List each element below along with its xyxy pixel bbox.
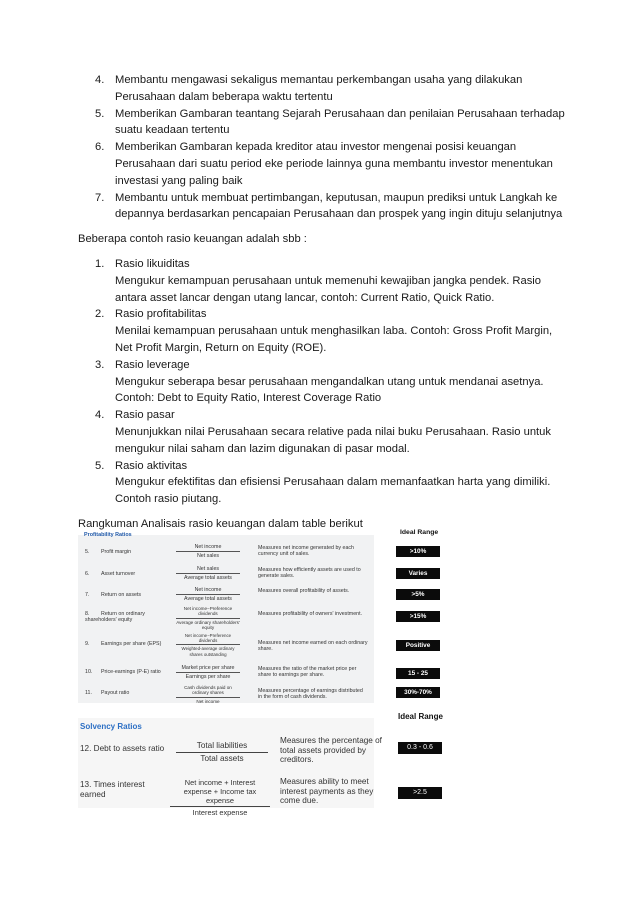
list-number: 3. [95, 358, 105, 371]
table-row [78, 774, 448, 817]
formula [170, 778, 270, 817]
ideal-range-badge: >15% [396, 611, 440, 622]
ratio-title: Rasio leverage [115, 358, 190, 371]
formula-denominator: Average total assets [184, 575, 232, 582]
list-text: Membantu untuk membuat pertimbangan, keputusan, maupun prediksi untuk Langkah ke depannya berdasarkan pencapaian Perusahaan dan prospek yang ingin dituju selanjutnya [115, 191, 563, 221]
ratio-description: Measures the ratio of the market price per share to earnings per share. [258, 666, 357, 679]
ideal-range-badge: 0.3 - 0.6 [398, 742, 442, 754]
list-number: 4. [95, 409, 105, 422]
ratio-description: Measures ability to meet interest payments as they come due. [280, 777, 374, 806]
table-row [78, 633, 448, 657]
formula-denominator: Total assets [200, 753, 244, 763]
ratio-name: 7. Return on assets [85, 592, 142, 598]
list-number: 6. [95, 141, 105, 154]
ratio-name: 11. Payout ratio [85, 690, 130, 696]
ratio-name: 13. Times interest earned [80, 780, 145, 799]
formula [176, 566, 240, 582]
formula [176, 685, 240, 704]
ratio-title: Rasio pasar [115, 409, 175, 422]
ratio-description: Measures profitability of owners' investment. [258, 611, 363, 617]
ideal-range-header: Ideal Range [398, 712, 443, 721]
ideal-range-header: Ideal Range [400, 529, 439, 536]
table-row [78, 665, 448, 683]
ratio-title: Rasio likuiditas [115, 257, 190, 270]
ratio-name: 8. Return on ordinary shareholders' equity [85, 611, 145, 624]
solvency-table [78, 710, 448, 817]
list-number: 1. [95, 257, 105, 270]
list-item [78, 106, 568, 140]
ratio-name: 9. Earnings per share (EPS) [85, 641, 162, 647]
ratio-description: Measures overall profitability of assets. [258, 588, 350, 594]
formula-numerator: Cash dividends paid on ordinary shares [176, 685, 240, 698]
purpose-list [78, 72, 568, 223]
ratios-intro: Beberapa contoh rasio keuangan adalah sbb : [78, 233, 307, 246]
ratio-summary-table-image [78, 528, 448, 817]
ideal-range-badge: >10% [396, 546, 440, 557]
formula [176, 741, 268, 763]
formula [176, 606, 240, 631]
ratio-description: Measures net income earned on each ordinary share. [258, 640, 368, 653]
formula-numerator: Net income [176, 587, 240, 595]
ratio-text: Mengukur seberapa besar perusahaan mengandalkan utang untuk mendanai asetnya. Contoh: Debt to Equity Ratio, Interest Coverage Ratio [115, 375, 544, 405]
formula-numerator: Net income [176, 544, 240, 552]
formula [176, 665, 240, 681]
list-number: 4. [95, 74, 105, 86]
list-item [78, 407, 568, 457]
profitability-table [78, 528, 448, 708]
ratio-name: 10. Price-earnings (P-E) ratio [85, 669, 161, 675]
list-item [78, 357, 568, 407]
formula-denominator: Average total assets [184, 596, 232, 603]
formula-denominator: Net sales [196, 553, 220, 560]
ideal-range-badge: >2.5 [398, 787, 442, 799]
table-row [78, 738, 448, 774]
profitability-title: Profitability Ratios [84, 532, 132, 538]
ratio-name: 12. Debt to assets ratio [80, 744, 165, 753]
ideal-range-badge: Positive [396, 640, 440, 651]
formula-denominator: Weighted-average ordinary shares outstanding [181, 646, 235, 657]
list-item [78, 190, 568, 224]
ratio-title: Rasio profitabilitas [115, 308, 207, 321]
ratio-description: Measures percentage of earnings distributed in the form of cash dividends. [258, 688, 363, 701]
formula [176, 633, 240, 657]
ratio-description: Measures the percentage of total assets provided by creditors. [280, 736, 382, 765]
ideal-range-badge: >5% [396, 589, 440, 600]
formula-denominator: Average ordinary shareholders' equity [176, 619, 240, 631]
solvency-title: Solvency Ratios [80, 722, 142, 731]
ideal-range-badge: 15 - 25 [396, 668, 440, 679]
ideal-range-badge: Varies [396, 568, 440, 579]
list-item [78, 306, 568, 356]
list-item [78, 139, 568, 189]
ratio-text: Menunjukkan nilai Perusahaan secara relative pada nilai buku Perusahaan. Rasio untuk mengukur nilai saham dan lazim digunakan di pasar modal. [115, 425, 551, 455]
ratio-description: Measures net income generated by each currency unit of sales. [258, 545, 354, 558]
ratio-description: Measures how efficiently assets are used to generate sales. [258, 567, 361, 580]
ratio-types-list [78, 256, 568, 508]
table-row [78, 566, 448, 584]
formula-denominator: Earnings per share [185, 674, 231, 681]
formula-numerator: Net income−Preference dividends [176, 606, 240, 619]
ratio-name: 6. Asset turnover [85, 571, 136, 577]
formula-numerator: Net income + Interest expense + Income tax expense [170, 778, 270, 807]
list-number: 7. [95, 191, 105, 204]
ratio-title: Rasio aktivitas [115, 459, 188, 472]
table-row [78, 606, 448, 631]
formula-denominator: Interest expense [192, 808, 248, 817]
formula-numerator: Total liabilities [176, 741, 268, 753]
formula-denominator: Net income [196, 698, 220, 704]
summary-intro: Rangkuman Analisais rasio keuangan dalam table berikut [78, 517, 363, 530]
list-number: 5. [95, 459, 105, 472]
formula [176, 587, 240, 603]
formula-numerator: Net income−Preference dividends [176, 633, 240, 645]
list-item [78, 256, 568, 306]
ratio-text: Mengukur kemampuan perusahaan untuk memenuhi kewajiban jangka pendek. Rasio antara asset lancar dengan utang lancar, contoh: Current Ratio, Quick Ratio. [115, 274, 542, 304]
ratio-name: 5. Profit margin [85, 549, 132, 555]
list-number: 5. [95, 107, 105, 120]
list-text: Memberikan Gambaran kepada kreditor atau investor mengenai posisi keuangan Perusahaan dari suatu period eke periode lainnya guna membantu investor menentukan investasi yang paling baik [115, 141, 553, 187]
list-item [78, 72, 568, 106]
ratio-text: Mengukur efektifitas dan efisiensi Perusahaan dalam memanfaatkan harta yang dimiliki. Contoh rasio piutang. [115, 476, 551, 506]
formula-numerator: Net sales [176, 566, 240, 574]
list-number: 2. [95, 308, 105, 321]
table-row [78, 587, 448, 605]
list-text: Memberikan Gambaran teantang Sejarah Perusahaan dan penilaian Perusahaan terhadap suatu keadaan tertentu [115, 107, 565, 137]
table-row [78, 685, 448, 703]
formula [176, 544, 240, 560]
document-body [78, 72, 568, 539]
list-text: Membantu mengawasi sekaligus memantau perkembangan usaha yang dilakukan Perusahaan dalam beberapa waktu tertentu [115, 74, 523, 103]
ideal-range-badge: 30%-70% [396, 687, 440, 698]
formula-numerator: Market price per share [176, 665, 240, 673]
ratio-text: Menilai kemampuan perusahaan untuk menghasilkan laba. Contoh: Gross Profit Margin, Net Profit Margin, Return on Equity (ROE). [115, 325, 553, 354]
table-row [78, 544, 448, 562]
list-item [78, 458, 568, 508]
